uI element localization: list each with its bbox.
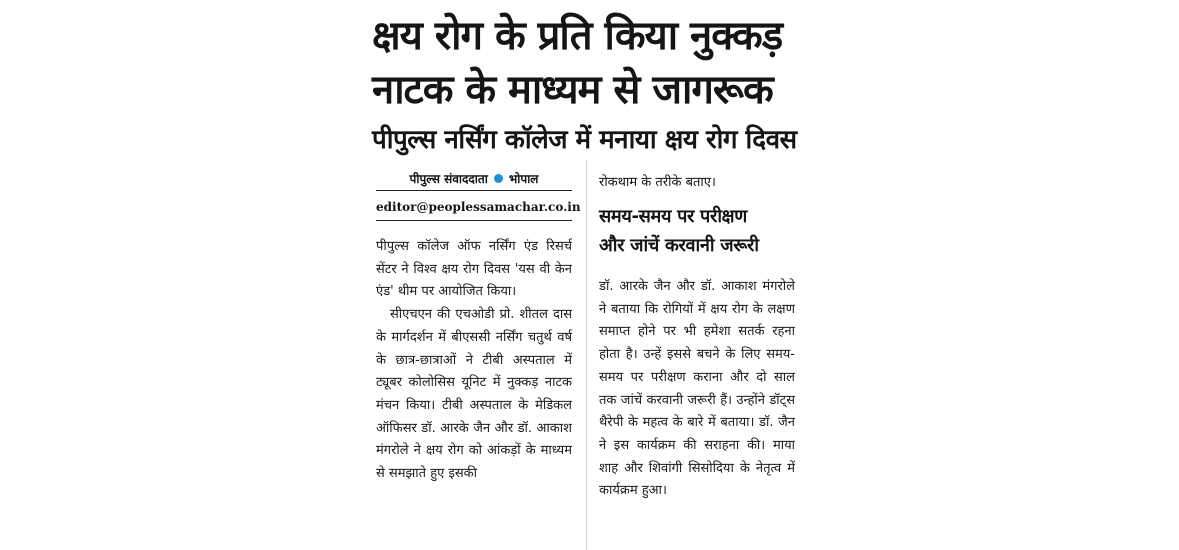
section-subhead-line-2: और जांचें करवानी जरूरी (599, 235, 759, 256)
byline (376, 166, 572, 191)
column-2-continuation: रोकथाम के तरीके बताए। (599, 175, 716, 190)
paragraph-column-2: डॉ. आरके जैन और डॉ. आकाश मंगरोले ने बताया कि रोगियों में क्षय रोग के लक्षण समाप्त होने पर भी हमेशा सतर्क रहना होता है। उन्हें इससे बचने के लिए समय-समय पर परीक्षण कराना और दो साल तक जांचें करवानी जरूरी हैं। उन्होंने डॉट्स थैरेपी के महत्व के बारे में बताया। डॉ. जैन ने इस कार्यक्रम की सराहना की। माया शाह और शिवांगी सिसोदिया के नेतृत्व में कार्यक्रम हुआ। (599, 279, 795, 499)
article-column-1 (376, 236, 572, 546)
headline-line-2: नाटक के माध्यम से जागरूक (372, 67, 773, 113)
bullet-dot-icon (494, 174, 503, 183)
article-column-2 (599, 276, 795, 546)
byline-reporter: पीपुल्स संवाददाता (409, 171, 488, 186)
byline-location: भोपाल (508, 171, 539, 186)
paragraph-body: सीएचएन की एचओडी प्रो. शीतल दास के मार्गदर्शन में बीएससी नर्सिंग चतुर्थ वर्ष के छात्र-छात्राओं ने टीबी अस्पताल में ट्यूबर कोलोसिस यूनिट में नुक्कड़ नाटक मंचन किया। टीबी अस्पताल के मेडिकल ऑफिसर डॉ. आरके जैन और डॉ. आकाश मंगरोले ने क्षय रोग को आंकड़ों के माध्यम से समझाते हुए इसकी (376, 307, 572, 482)
section-subhead (599, 202, 804, 260)
paragraph-intro: पीपुल्स कॉलेज ऑफ नर्सिंग एंड रिसर्च सेंटर ने विश्व क्षय रोग दिवस 'यस वी केन एंड' थीम पर आयोजित किया। (376, 239, 572, 300)
editor-email: editor@peoplessamachar.co.in (376, 200, 572, 221)
headline-line-1: क्षय रोग के प्रति किया नुक्कड़ (372, 13, 783, 59)
section-subhead-line-1: समय-समय पर परीक्षण (599, 206, 748, 227)
column-divider (586, 160, 587, 550)
subheadline: पीपुल्स नर्सिंग कॉलेज में मनाया क्षय रोग दिवस (372, 125, 797, 155)
